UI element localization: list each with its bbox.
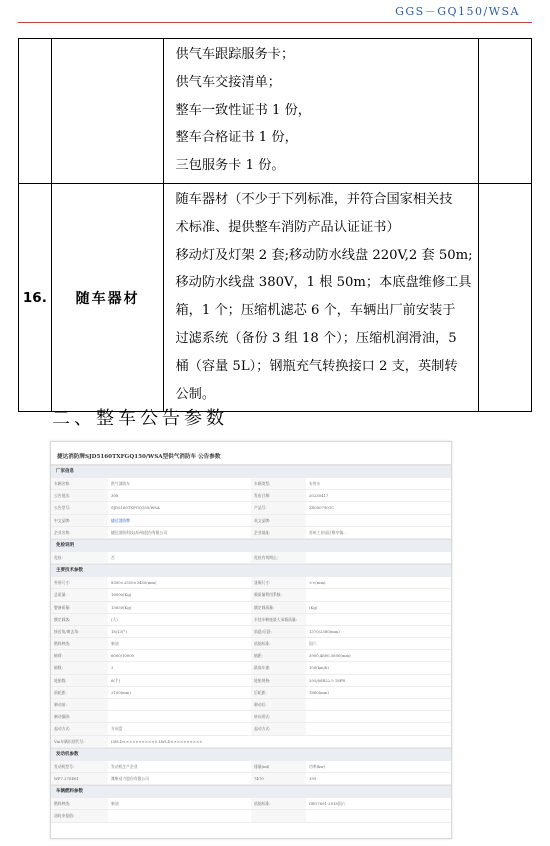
- announcement-key: 轮胎规格:: [251, 675, 306, 686]
- announcement-value: 供气消防车: [111, 481, 130, 486]
- announcement-value: 3900,4600,5600(mm): [309, 653, 351, 659]
- announcement-value: 1370/2380(mm): [309, 628, 340, 634]
- announcement-key: 依据标准:: [251, 638, 306, 649]
- announcement-value: 方向盘: [111, 726, 123, 732]
- announcement-value: 18/13(°): [111, 628, 127, 634]
- content-line: 过滤系统（备份 3 组 18 个）；压缩机润滑油，5: [175, 330, 457, 346]
- content-line: 整车一致性证书 1 份，: [175, 102, 311, 118]
- announcement-section-header: 发动机参数: [51, 748, 451, 761]
- announcement-value: [108, 810, 251, 821]
- announcement-value: 15650(Kg): [111, 604, 132, 610]
- announcement-key: 起动方式:: [251, 723, 306, 734]
- announcement-value: (人): [111, 616, 118, 622]
- announcement-screenshot: [50, 441, 452, 839]
- announcement-key: 中文品牌:: [51, 515, 108, 526]
- announcement-key: 前轮距:: [51, 687, 108, 698]
- announcement-row: [51, 490, 451, 502]
- announcement-row: [51, 650, 451, 662]
- row-number-cell: 16.: [19, 183, 52, 411]
- announcement-value: [306, 699, 451, 710]
- announcement-row: [51, 478, 451, 490]
- announcement-value: 柴油: [111, 801, 119, 807]
- announcement-key: 产品号:: [251, 502, 306, 513]
- announcement-key: 最高车速:: [251, 662, 306, 673]
- announcement-row: [51, 761, 451, 773]
- announcement-key: 燃料种类:: [51, 638, 108, 649]
- announcement-key: 企业名称:: [51, 527, 108, 538]
- announcement-key: 额定载质量:: [251, 602, 306, 613]
- announcement-title: 捷达消防牌SJD5160TXFGQ150/WSA型供气消防车 公告参数: [51, 442, 451, 465]
- announcement-row: [51, 589, 451, 601]
- announcement-value: [306, 552, 451, 563]
- announcement-value: 发动机生产企业: [111, 763, 138, 769]
- announcement-value: 295/80R22.5 18PR: [309, 677, 346, 683]
- remark-cell: [479, 183, 532, 411]
- announcement-value: 6(个): [111, 677, 121, 683]
- announcement-value: 捷达消防科技(苏州)股份有限公司: [111, 529, 168, 535]
- announcement-row: [51, 736, 451, 748]
- announcement-key: 制动操纵:: [51, 711, 108, 722]
- announcement-key: 企业地址:: [251, 527, 306, 538]
- announcement-value: ××(mm): [309, 580, 326, 586]
- content-line: 供气车交接清单；: [175, 74, 281, 90]
- announcement-value: 1860(mm): [309, 689, 329, 695]
- announcement-value: LWLD××××××××××× LWLD××××××××××: [111, 738, 203, 744]
- item-content-cell: [164, 183, 479, 411]
- announcement-section-header: 主要技术参数: [51, 564, 451, 577]
- announcement-key: 免检有效期止:: [251, 552, 306, 563]
- announcement-value: 捷达消防牌: [111, 517, 130, 523]
- table-row: [19, 183, 532, 411]
- content-line: 术标准、提供整车消防产品认证证书）: [175, 219, 400, 235]
- announcement-key: 发布日期:: [251, 490, 306, 501]
- announcement-value: SJD5160TXFGQ150/WSA: [111, 505, 160, 511]
- announcement-section-header: 厂家信息: [51, 465, 451, 478]
- announcement-value: [306, 614, 451, 625]
- announcement-key: 货厢尺寸:: [251, 577, 306, 588]
- document-model-code: GGS－GQ150/WSA: [395, 5, 520, 18]
- announcement-key: 车辆类型:: [251, 478, 306, 489]
- announcement-row: [51, 626, 451, 638]
- announcement-value: 专用车: [309, 481, 321, 486]
- announcement-value: 8300×2550×3450(mm): [111, 580, 157, 586]
- announcement-row: [51, 614, 451, 626]
- announcement-row: [51, 638, 451, 650]
- announcement-section-header: 车辆燃料参数: [51, 785, 451, 798]
- announcement-key: 转向形式:: [251, 711, 306, 722]
- content-line: 移动灯及灯架 2 套;移动防水线盘 220V,2 套 50m;: [175, 247, 473, 263]
- announcement-value: 16000(Kg): [111, 592, 132, 598]
- announcement-key: 前悬/后悬:: [251, 626, 306, 637]
- table-row: [19, 39, 532, 184]
- announcement-key: 载质量利用系数:: [251, 589, 306, 600]
- announcement-value: 功率(kw): [309, 763, 326, 769]
- announcement-row: [51, 687, 451, 699]
- announcement-key: 制动后:: [251, 699, 306, 710]
- announcement-value: (Kg): [309, 604, 318, 610]
- section-heading: 二、整车公告参数: [52, 408, 228, 429]
- announcement-value: 199: [309, 775, 317, 781]
- announcement-value: 100(km/h): [309, 665, 329, 671]
- announcement-key: 轮胎数:: [51, 675, 108, 686]
- content-line: 随车器材（不少于下列标准，并符合国家相关技: [175, 191, 453, 207]
- announcement-key: 外形尺寸:: [51, 577, 108, 588]
- announcement-row: [51, 662, 451, 674]
- content-line: 箱，1 个；压缩机滤芯 6 个，车辆出厂前安装于: [175, 303, 456, 319]
- item-content-cell: [164, 39, 479, 184]
- announcement-key: 半挂车鞍座最大承载质量:: [251, 614, 306, 625]
- announcement-value: 2100(mm): [111, 689, 131, 695]
- announcement-key: 额定载客:: [51, 614, 108, 625]
- announcement-key: 燃料种类:: [51, 798, 108, 809]
- announcement-key: 轴数:: [51, 662, 108, 673]
- announcement-key: 油耗申报值:: [51, 810, 108, 821]
- announcement-key: 起动方式:: [51, 723, 108, 734]
- announcement-key: 整备质量:: [51, 602, 108, 613]
- announcement-value: 308: [111, 493, 119, 499]
- announcement-row: [51, 723, 451, 735]
- announcement-value: 否: [111, 554, 115, 560]
- announcement-row: [51, 711, 451, 723]
- announcement-value: 潍柴动力股份有限公司: [111, 775, 149, 781]
- announcement-key: 7470: [251, 773, 306, 784]
- announcement-value: 6000/10000: [111, 653, 135, 659]
- content-line: 供气车跟踪服务卡；: [175, 47, 295, 62]
- row-number-cell: [19, 39, 52, 184]
- announcement-value: [306, 589, 451, 600]
- announcement-value: [108, 699, 251, 710]
- announcement-row: [51, 502, 451, 514]
- announcement-value: [306, 723, 451, 734]
- content-line: 公制。: [175, 386, 216, 402]
- announcement-value: 2: [111, 665, 114, 671]
- announcement-key: 车辆名称:: [51, 478, 108, 489]
- announcement-row: [51, 577, 451, 589]
- announcement-value: ZX0507901C: [309, 505, 335, 511]
- announcement-key: 接近角/离去角:: [51, 626, 108, 637]
- announcement-key: 公告型号:: [51, 502, 108, 513]
- announcement-key: Vin车辆识别代号:: [51, 736, 108, 747]
- announcement-row: [51, 773, 451, 785]
- announcement-value: [306, 515, 451, 526]
- announcement-key: 英文品牌:: [251, 515, 306, 526]
- announcement-key: 轴距:: [251, 650, 306, 661]
- announcement-key: 发动机型号:: [51, 761, 108, 772]
- announcement-key: 后轮距:: [251, 687, 306, 698]
- equipment-table: [18, 38, 532, 412]
- announcement-row: [51, 515, 451, 527]
- announcement-row: [51, 552, 451, 564]
- announcement-body: [51, 465, 451, 823]
- announcement-value: 苏州工业园区唯亭镇...: [309, 529, 347, 535]
- announcement-value: GB17691-2018国六: [309, 801, 346, 807]
- announcement-key: 依据标准:: [251, 798, 306, 809]
- page-header: [0, 0, 550, 26]
- item-name-cell: 随车器材: [51, 183, 164, 411]
- announcement-key: WP7.270E61: [51, 773, 108, 784]
- announcement-key: 免检:: [51, 552, 108, 563]
- announcement-row: [51, 810, 451, 822]
- announcement-value: 柴油: [111, 641, 119, 647]
- item-name-cell: [51, 39, 164, 184]
- announcement-key: 排量(ml): [251, 761, 306, 772]
- remark-cell: [479, 39, 532, 184]
- announcement-value: [306, 711, 451, 722]
- announcement-row: [51, 675, 451, 687]
- announcement-section-header: 免检说明: [51, 539, 451, 552]
- announcement-value: [108, 711, 251, 722]
- announcement-value: [306, 810, 451, 821]
- announcement-row: [51, 798, 451, 810]
- announcement-key: 总质量:: [51, 589, 108, 600]
- announcement-row: [51, 527, 451, 539]
- announcement-key: [251, 810, 306, 821]
- announcement-row: [51, 699, 451, 711]
- announcement-value: 国六: [309, 641, 317, 647]
- announcement-key: 制动前:: [51, 699, 108, 710]
- content-line: 桶（容量 5L）；钢瓶充气转换接口 2 支，英制转: [175, 358, 458, 374]
- announcement-value: 20230417: [309, 493, 329, 499]
- announcement-key: 轴荷:: [51, 650, 108, 661]
- content-line: 三包服务卡 1 份。: [175, 158, 285, 174]
- announcement-row: [51, 602, 451, 614]
- content-line: 整车合格证书 1 份，: [175, 130, 298, 146]
- content-line: 移动防水线盘 380V，1 根 50m；本底盘维修工具: [175, 275, 472, 291]
- header-rule: [18, 22, 532, 23]
- announcement-key: 公告批次:: [51, 490, 108, 501]
